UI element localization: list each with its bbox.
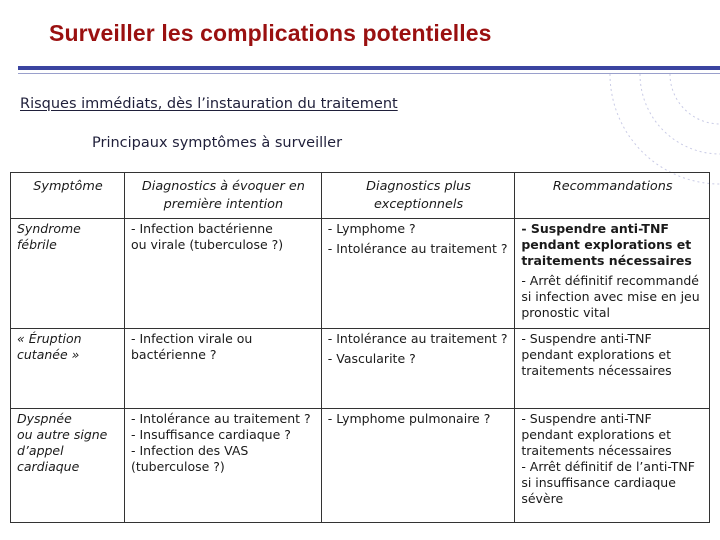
table-row (11, 409, 710, 523)
cell-line: bactérienne ? (130, 347, 217, 362)
diagnostics-first-cell (124, 219, 321, 329)
header-recommendations: Recommandations (515, 173, 710, 219)
cell-line: pendant explorations et (521, 347, 672, 362)
cell-line: - Intolérance au traitement ? (327, 241, 508, 256)
cell-line: - Intolérance au traitement ? (130, 411, 311, 426)
symptom-cell (11, 329, 125, 409)
cell-line: pendant explorations et (521, 427, 672, 442)
diagnostics-exceptional-cell (321, 409, 515, 523)
cell-line: « Éruption (17, 331, 82, 346)
cell-line: - Infection virale ou (130, 331, 253, 346)
cell-line: - Intolérance au traitement ? (327, 331, 508, 346)
cell-line: cutanée » (17, 347, 80, 362)
symptoms-table (10, 172, 710, 523)
symptom-cell (11, 219, 125, 329)
cell-line: si infection avec mise en jeu (521, 289, 700, 304)
cell-line: - Arrêt définitif recommandé (521, 273, 699, 288)
cell-line: pronostic vital (521, 305, 610, 320)
header-diagnostics-first: Diagnostics à évoquer en première intention (124, 173, 321, 219)
cell-line: traitements nécessaires (521, 443, 672, 458)
header-symptom: Symptôme (11, 173, 125, 219)
header-diagnostics-exceptional: Diagnostics plus exceptionnels (321, 173, 515, 219)
cell-line: cardiaque (17, 459, 80, 474)
cell-line: - Arrêt définitif de l’anti-TNF (521, 459, 695, 474)
cell-line: d’appel (17, 443, 64, 458)
cell-line: - Vascularite ? (327, 351, 416, 366)
section-heading: Principaux symptômes à surveiller (92, 135, 343, 151)
cell-line: traitements nécessaires (521, 363, 672, 378)
diagnostics-exceptional-cell (321, 219, 515, 329)
page-title: Surveiller les complications potentielles (49, 20, 492, 46)
cell-line: - Lymphome ? (327, 221, 416, 236)
cell-line: - Insuffisance cardiaque ? (130, 427, 291, 442)
cell-line: - Infection des VAS (130, 443, 249, 458)
cell-line: - Suspendre anti-TNF (521, 221, 669, 236)
cell-line: - Suspendre anti-TNF (521, 331, 652, 346)
cell-line: fébrile (17, 237, 57, 252)
diagnostics-first-cell (124, 329, 321, 409)
subtitle: Risques immédiats, dès l’instauration du traitement (20, 96, 398, 112)
table-row (11, 329, 710, 409)
cell-line: Syndrome (17, 221, 81, 236)
cell-line: sévère (521, 491, 564, 506)
recommendations-cell (515, 219, 710, 329)
cell-line: - Lymphome pulmonaire ? (327, 411, 491, 426)
cell-line: Dyspnée (17, 411, 72, 426)
cell-line: si insuffisance cardiaque (521, 475, 676, 490)
diagnostics-first-cell (124, 409, 321, 523)
cell-line: traitements nécessaires (521, 253, 692, 268)
cell-line: ou autre signe (17, 427, 108, 442)
symptom-cell (11, 409, 125, 523)
recommendations-cell (515, 329, 710, 409)
title-rule (18, 66, 720, 70)
cell-line: - Suspendre anti-TNF (521, 411, 652, 426)
cell-line: pendant explorations et (521, 237, 692, 252)
diagnostics-exceptional-cell (321, 329, 515, 409)
cell-line: ou virale (tuberculose ?) (130, 237, 284, 252)
cell-line: - Infection bactérienne (130, 221, 273, 236)
cell-line: (tuberculose ?) (130, 459, 225, 474)
recommendations-cell (515, 409, 710, 523)
table-row (11, 219, 710, 329)
